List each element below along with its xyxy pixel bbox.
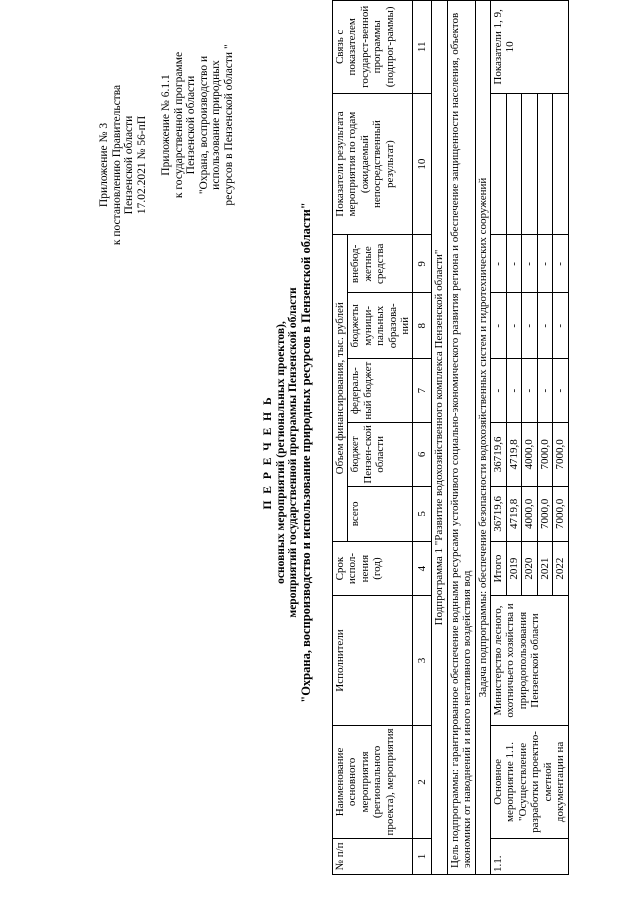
- heading-line: основных мероприятий (региональных проектов),: [274, 321, 287, 584]
- row-total: 4719,8: [506, 486, 521, 541]
- subprogram-title: Подпрограмма 1 "Развитие водохозяйственного комплекса Пензенской области": [432, 1, 447, 875]
- measures-table: [332, 0, 569, 875]
- appendix-sub-line: Приложение № 6.1.1: [160, 74, 172, 176]
- row-municipal: -: [491, 293, 506, 359]
- header-indicators: Показатели результата мероприятия по годам (ожидаемый непосредственный результат): [333, 93, 413, 235]
- header-name: Наименование основного мероприятия (регионального проекта), мероприятия: [333, 725, 413, 838]
- row-regional: 4000,0: [522, 423, 537, 487]
- header-offbudget: внебюд-жетные средства: [348, 235, 413, 293]
- appendix-main-block: [98, 65, 148, 265]
- appendix-main-line: Пензенской области: [123, 115, 136, 215]
- appendix-main-line: Приложение № 3: [98, 122, 110, 208]
- item-name: Основное мероприятие 1.1. "Осуществление разработки проектно-сметной документации на: [491, 725, 568, 838]
- appendix-sub-line: Пензенской области: [185, 75, 198, 175]
- row-total: 4000,0: [522, 486, 537, 541]
- row-indicators: [553, 93, 569, 235]
- col-number: 2: [413, 725, 432, 838]
- col-number: 11: [413, 1, 432, 94]
- header-regional: бюджет Пензен-ской области: [348, 423, 413, 487]
- row-offbudget: -: [537, 235, 552, 293]
- subprogram-row: [432, 1, 447, 875]
- col-number: 9: [413, 235, 432, 293]
- col-number: 6: [413, 423, 432, 487]
- item-executor: Министерство лесного, охотничьего хозяйства и природопользования Пензенской области: [491, 596, 568, 726]
- row-total: 7000,0: [553, 486, 569, 541]
- row-federal: -: [553, 359, 569, 423]
- header-num: № п/п: [333, 838, 413, 874]
- row-indicators: [491, 93, 506, 235]
- header-link: Связь с показателем государст-венной программы (подпрог-раммы): [333, 1, 413, 94]
- col-number: 5: [413, 486, 432, 541]
- row-year: 2021: [537, 542, 552, 596]
- row-year: Итого: [491, 542, 506, 596]
- header-funding: Объем финансирования, тыс. рублей: [333, 235, 348, 542]
- row-regional: 7000,0: [537, 423, 552, 487]
- appendix-sub-line: использование природных: [210, 60, 223, 190]
- row-total: 7000,0: [537, 486, 552, 541]
- row-municipal: -: [553, 293, 569, 359]
- row-federal: -: [491, 359, 506, 423]
- appendix-main-line: к постановлению Правительства: [110, 84, 123, 246]
- header-term: Срок испол-нения (год): [333, 542, 413, 596]
- col-number: 10: [413, 93, 432, 235]
- goal-row: [447, 1, 475, 875]
- row-offbudget: -: [553, 235, 569, 293]
- col-number: 4: [413, 542, 432, 596]
- row-year: 2020: [522, 542, 537, 596]
- row-offbudget: -: [506, 235, 521, 293]
- subprogram-goal: Цель подпрограммы: гарантированное обеспечение водными ресурсами устойчивого социально-экономического развития региона и обеспечение защищенности населения, объектов экономики от наводнений и иного негативного воздействия вод: [447, 1, 475, 875]
- heading-title: П Е Р Е Ч Е Н Ь: [262, 395, 274, 510]
- row-indicators: [537, 93, 552, 235]
- table-row: [491, 1, 506, 875]
- column-numbers-row: [413, 1, 432, 875]
- appendix-sub-line: ресурсов в Пензенской области ": [222, 44, 235, 206]
- heading-program-name: "Охрана, воспроизводство и использование природных ресурсов в Пензенской области": [298, 202, 313, 703]
- col-number: 7: [413, 359, 432, 423]
- header-total: всего: [348, 486, 413, 541]
- item-link: Показатели 1, 9, 10: [491, 1, 568, 94]
- row-federal: -: [522, 359, 537, 423]
- row-regional: 4719,8: [506, 423, 521, 487]
- row-municipal: -: [506, 293, 521, 359]
- item-num: 1.1.: [491, 838, 568, 874]
- row-total: 36719,6: [491, 486, 506, 541]
- row-offbudget: -: [491, 235, 506, 293]
- appendix-sub-block: [160, 25, 236, 225]
- row-federal: -: [506, 359, 521, 423]
- row-municipal: -: [522, 293, 537, 359]
- appendix-sub-line: "Охрана, воспроизводство и: [197, 55, 210, 195]
- appendix-main-line: 17.02.2021 № 56-пП: [135, 115, 148, 215]
- row-federal: -: [537, 359, 552, 423]
- col-number: 1: [413, 838, 432, 874]
- document-heading: [262, 0, 312, 905]
- row-regional: 7000,0: [553, 423, 569, 487]
- header-executor: Исполнители: [333, 596, 413, 726]
- header-municipal: бюджеты муници-пальных образова-ний: [348, 293, 413, 359]
- row-municipal: -: [537, 293, 552, 359]
- row-regional: 36719,6: [491, 423, 506, 487]
- col-number: 3: [413, 596, 432, 726]
- row-indicators: [506, 93, 521, 235]
- header-federal: федераль-ный бюджет: [348, 359, 413, 423]
- subprogram-task: Задача подпрограммы: обеспечение безопасности водохозяйственных систем и гидротехнических сооружений: [475, 1, 490, 875]
- row-year: 2019: [506, 542, 521, 596]
- col-number: 8: [413, 293, 432, 359]
- appendix-sub-line: к государственной программе: [172, 51, 185, 199]
- row-indicators: [522, 93, 537, 235]
- row-offbudget: -: [522, 235, 537, 293]
- task-row: [475, 1, 490, 875]
- table-header-row: [333, 1, 348, 875]
- row-year: 2022: [553, 542, 569, 596]
- heading-line: мероприятий государственной программы Пензенской области: [287, 287, 300, 618]
